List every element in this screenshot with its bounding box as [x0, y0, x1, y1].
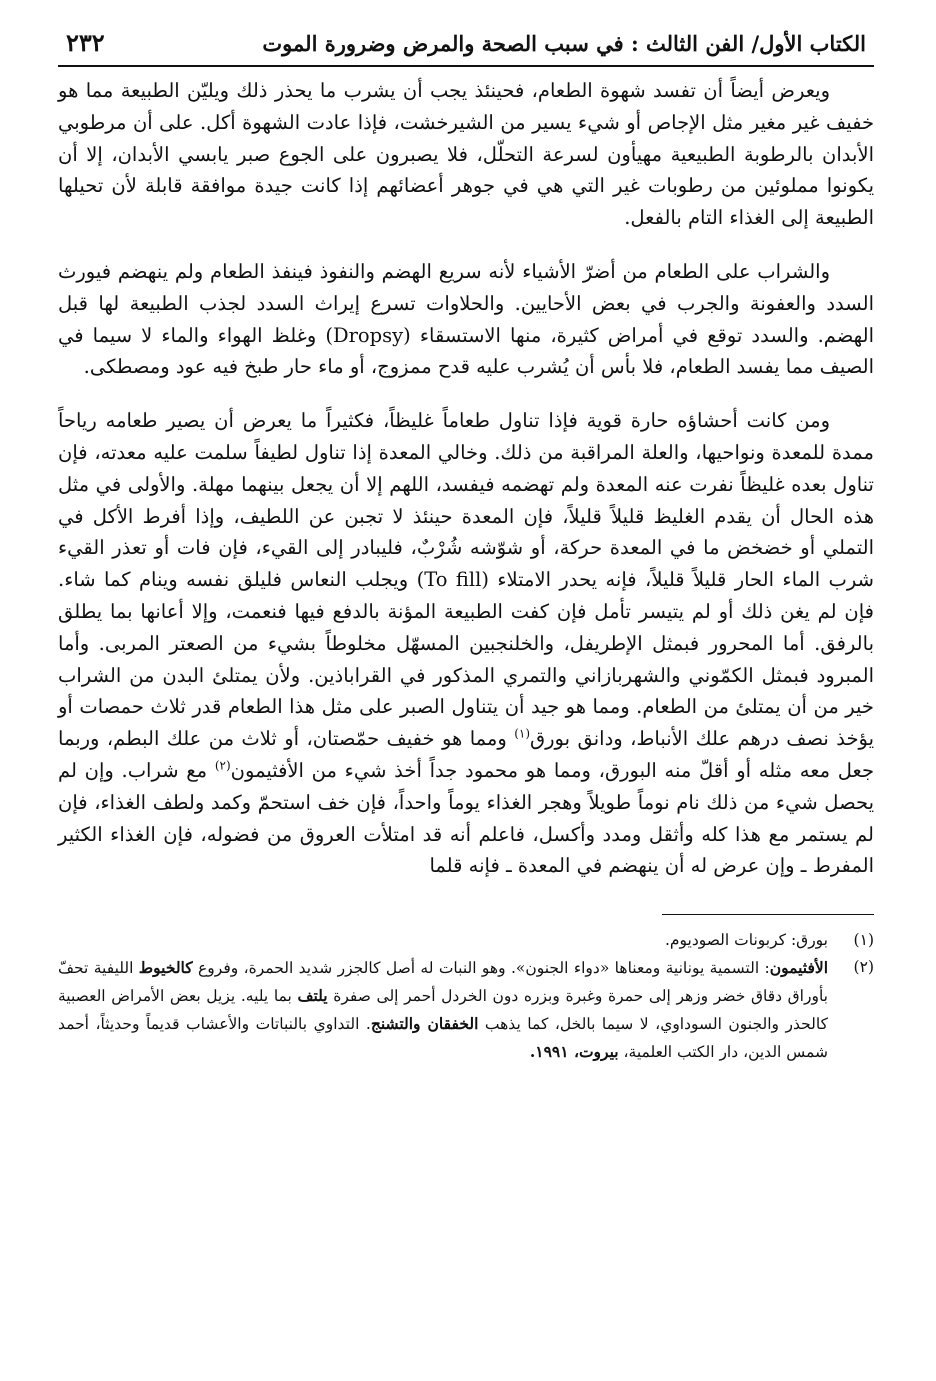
footnotes	[58, 927, 874, 1066]
footnote-text	[58, 954, 828, 1066]
footnote-text-part: : التسمية يونانية ومعناها «دواء الجنون». وهو النبات له أصل كالجزر شديد الحمرة، وفروع	[192, 959, 770, 978]
footnote-reference[interactable]: (١)	[514, 726, 531, 741]
footnote-reference[interactable]: (٢)	[214, 758, 231, 773]
footnote-text: بورق: كربونات الصوديوم.	[664, 931, 828, 950]
paragraph-text: ومما هو خفيف حمّصتان، أو ثلاث من علك البطم، وربما جعل معه مثله أو أقلّ منه البورق، ومما هو محمود جداً أخذ شيء من الأفثيمون	[58, 727, 874, 782]
page-header	[58, 26, 874, 67]
footnote-divider	[662, 914, 874, 915]
footnote-citation: . التداوي بالنباتات والأعشاب قديماً وحديثاً، أحمد شمس الدين، دار الكتب العلمية،	[58, 1015, 828, 1062]
book-page	[58, 26, 874, 1066]
footnote-term: الأفثيمون	[769, 958, 828, 978]
footnote	[58, 927, 874, 954]
paragraph-text: ومن كانت أحشاؤه حارة قوية فإذا تناول طعاماً غليظاً، فكثيراً ما يعرض أن يصير طعامه رياحاً ممدة للمعدة ونواحيها، والعلة المراقبة من ذلك. وخالي المعدة إذا تناول لطيفاً سلمت عليه معدته، فإن تناول بعده غليظاً نفرت عنه المعدة ولم تهضمه فيفسد، اللهم إلا أن يجعل بينهما مهلة. والأولى في مثل هذه الحال أن يقدم الغليظ قليلاً قليلاً، فإن المعدة حينئذ لا تجبن عن اللطيف، وإذا أفرط الأكل في التملي أو خضخض ما في المعدة حركة، أو شوّشه شُرْبٌ، فليبادر إلى القيء، فإن فات أو تعذر القيء شرب الماء الحار قليلاً قليلاً، فإنه يحدر الامتلاء (To fill) ويجلب النعاس فليلق نفسه وينام كما شاء. فإن لم يغن ذلك أو لم يتيسر تأمل فإن كفت الطبيعة المؤنة بالدفع فيها فنعمت، وإلا أعانها بما يطلق بالرفق. أما المحرور فبمثل الإطريفل، والخلنجبين المسهّل مخلوطاً بشيء من الصعتر المربى. وأما المبرود فبمثل الكمّوني والشهربازاني والتمري المذكور في القراباذين. ولأن يمتلئ البدن من الشراب خير من أن يمتلئ من الطعام. ومما هو جيد أن يتناول الصبر على مثل هذا الطعام قدر ثلاث حمصات أو يؤخذ نصف درهم علك الأنباط، ودانق بورق	[58, 409, 875, 751]
footnote	[58, 954, 874, 1066]
footnote-number: (٢)	[853, 958, 874, 977]
footnote-text-part: الليفية تحفّ بأوراق دقاق خضر وزهر إلى حمرة وغبرة وبزره دون الخردل أحمر إلى صفرة	[58, 959, 828, 1006]
running-title: الكتاب الأول/ الفن الثالث : في سبب الصحة والمرض وضرورة الموت	[262, 31, 866, 56]
page-number: ٢٣٢	[66, 28, 105, 57]
footnote-bold-word: يلتف	[297, 986, 328, 1006]
paragraph	[58, 405, 874, 882]
body-text	[58, 75, 874, 882]
paragraph-text: مع شراب. وإن لم يحصل شيء من ذلك نام نوماً طويلاً وهجر الغذاء يوماً واحداً، فإن خف استحمّ وكمد ولطف الغذاء، فإن لم يستمر مع هذا كله وأثقل ومدد وأكسل، فاعلم أنه قد امتلأت العروق من فضوله، فإن الغذاء الكثير المفرط ـ وإن عرض له أن ينهضم في المعدة ـ فإنه قلما	[58, 758, 874, 878]
footnote-bold-word: كالخيوط	[138, 958, 193, 978]
footnote-text-part: بما يليه. يزيل بعض الأمراض العصبية كالحذر والجنون السوداوي، لا سيما بالخل، كما يذهب	[58, 987, 828, 1034]
footnote-bold-word: الخفقان والتشنج	[370, 1014, 479, 1034]
paragraph: والشراب على الطعام من أضرّ الأشياء لأنه سريع الهضم والنفوذ فينفذ الطعام ولم ينهضم فيورث السدد والعفونة والجرب في بعض الأحايين. والحلاوات تسرع إيراث السدد لجذب الطبيعة لها قبل الهضم. والسدد توقع في أمراض كثيرة، منها الاستسقاء (Dropsy) وغلظ الهواء والماء لا سيما في الصيف مما يفسد الطعام، فلا بأس أن يُشرب عليه قدح ممزوج، أو ماء حار طبخ فيه عود ومصطكى.	[58, 259, 874, 379]
paragraph: ويعرض أيضاً أن تفسد شهوة الطعام، فحينئذ يجب أن يشرب ما يحذر ذلك ويليّن الطبيعة مما هو خفيف غير مغير مثل الإجاص أو شيء يسير من الشيرخشت، فإذا عادت الشهوة أكل. على أن مرطوبي الأبدان بالرطوبة الطبيعية مهيأون لسرعة التحلّل، فلا يصبرون على الجوع صبر يابسي الأبدان، إلا أن يكونوا مملوئين من رطوبات غير التي هي في جوهر أعضائهم إذا كانت جيدة موافقة قابلة لأن تحيلها الطبيعة إلى الغذاء التام بالفعل.	[58, 79, 874, 230]
footnote-number: (١)	[853, 931, 874, 950]
footnote-citation-place: بيروت، ١٩٩١.	[529, 1042, 619, 1062]
